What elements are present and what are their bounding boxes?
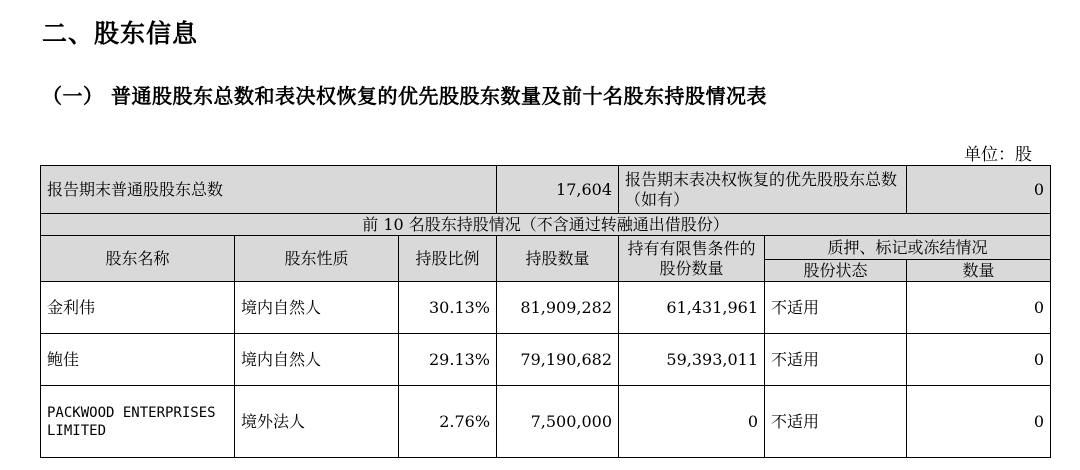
section-title: 二、股东信息 xyxy=(42,19,199,48)
cell-name: 鲍佳 xyxy=(41,334,235,386)
cell-qty: 0 xyxy=(907,282,1051,334)
header-name: 股东名称 xyxy=(41,236,235,282)
table-row xyxy=(41,386,1051,458)
pref-holders-label: 报告期末表决权恢复的优先股股东总数（如有） xyxy=(619,166,907,214)
caption-row xyxy=(41,214,1051,236)
sub-title: （一） 普通股股东总数和表决权恢复的优先股股东数量及前十名股东持股情况表 xyxy=(42,84,767,108)
cell-ratio: 30.13% xyxy=(399,282,497,334)
shareholder-table xyxy=(40,165,1051,458)
top10-caption: 前 10 名股东持股情况（不含通过转融通出借股份） xyxy=(41,214,1051,236)
cell-status: 不适用 xyxy=(765,386,907,458)
header-status: 股份状态 xyxy=(765,260,907,282)
cell-count: 79,190,682 xyxy=(497,334,619,386)
cell-nature: 境内自然人 xyxy=(235,334,399,386)
cell-restricted: 59,393,011 xyxy=(619,334,765,386)
unit-label: 单位：股 xyxy=(964,145,1032,165)
cell-restricted: 0 xyxy=(619,386,765,458)
header-row-1 xyxy=(41,236,1051,260)
cell-qty: 0 xyxy=(907,386,1051,458)
cell-status: 不适用 xyxy=(765,334,907,386)
cell-status: 不适用 xyxy=(765,282,907,334)
common-holders-value: 17,604 xyxy=(497,166,619,214)
common-holders-label: 报告期末普通股股东总数 xyxy=(41,166,497,214)
cell-name: PACKWOOD ENTERPRISES LIMITED xyxy=(41,386,235,458)
cell-nature: 境外法人 xyxy=(235,386,399,458)
cell-ratio: 2.76% xyxy=(399,386,497,458)
header-count: 持股数量 xyxy=(497,236,619,282)
summary-row xyxy=(41,166,1051,214)
table-row xyxy=(41,282,1051,334)
cell-count: 81,909,282 xyxy=(497,282,619,334)
table-row xyxy=(41,334,1051,386)
header-ratio: 持股比例 xyxy=(399,236,497,282)
cell-count: 7,500,000 xyxy=(497,386,619,458)
header-qty: 数量 xyxy=(907,260,1051,282)
cell-name: 金利伟 xyxy=(41,282,235,334)
cell-ratio: 29.13% xyxy=(399,334,497,386)
pref-holders-value: 0 xyxy=(907,166,1051,214)
header-restricted: 持有有限售条件的股份数量 xyxy=(619,236,765,282)
header-nature: 股东性质 xyxy=(235,236,399,282)
cell-qty: 0 xyxy=(907,334,1051,386)
cell-restricted: 61,431,961 xyxy=(619,282,765,334)
header-pledge: 质押、标记或冻结情况 xyxy=(765,236,1051,260)
cell-nature: 境内自然人 xyxy=(235,282,399,334)
